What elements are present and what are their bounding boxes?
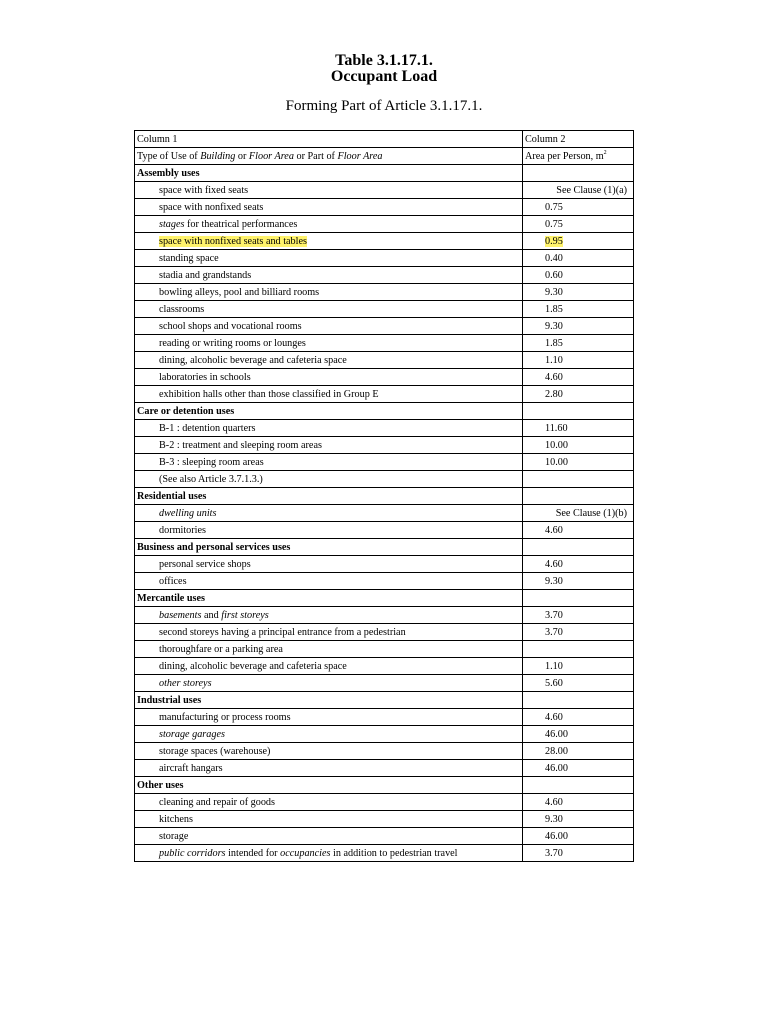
occupant-load-table	[134, 130, 634, 862]
table-row	[135, 607, 634, 624]
area-per-person-value: 10.00	[545, 456, 568, 468]
use-type-cell	[135, 386, 523, 403]
area-per-person-cell	[523, 420, 634, 437]
italic-defined-term: basements	[159, 609, 202, 621]
table-row	[135, 726, 634, 743]
category-row	[135, 165, 634, 182]
italic-defined-term: public corridors	[159, 847, 226, 859]
use-type-text	[159, 525, 206, 536]
table-row	[135, 284, 634, 301]
label-text: Residential uses	[137, 490, 207, 502]
table-title: Occupant Load	[330, 68, 438, 85]
use-type-cell	[135, 675, 523, 692]
label-text: B-3 : sleeping room areas	[159, 456, 264, 468]
label-text: school shops and vocational rooms	[159, 320, 302, 332]
label-text: dormitories	[159, 524, 206, 536]
area-per-person-cell	[523, 437, 634, 454]
label-text: Type of Use of	[137, 150, 201, 162]
area-per-person-value: 9.30	[545, 813, 563, 825]
table-number: Table 3.1.17.1.	[335, 52, 433, 69]
use-type-cell	[135, 845, 523, 862]
area-per-person-value: 9.30	[545, 575, 563, 587]
header-row-column-numbers	[135, 131, 634, 148]
category-row	[135, 488, 634, 505]
area-per-person-value: 28.00	[545, 745, 568, 757]
area-per-person-cell	[523, 777, 634, 794]
table-row	[135, 760, 634, 777]
table-row	[135, 658, 634, 675]
use-type-cell	[135, 641, 523, 658]
category-row	[135, 403, 634, 420]
area-per-person-cell	[523, 165, 634, 182]
area-per-person-cell	[523, 828, 634, 845]
italic-defined-term: other storeys	[159, 677, 212, 689]
area-per-person-value: 11.60	[545, 422, 568, 434]
area-per-person-cell	[523, 539, 634, 556]
label-text: space with nonfixed seats	[159, 201, 264, 213]
area-per-person-cell	[523, 352, 634, 369]
area-per-person-cell	[523, 556, 634, 573]
category-label	[135, 692, 523, 709]
label-text: aircraft hangars	[159, 762, 223, 774]
table-row	[135, 811, 634, 828]
table-row	[135, 301, 634, 318]
area-per-person-cell	[523, 811, 634, 828]
table-row	[135, 216, 634, 233]
use-type-cell	[135, 760, 523, 777]
use-type-cell	[135, 607, 523, 624]
label-text: Assembly uses	[137, 167, 200, 179]
area-per-person-cell	[523, 845, 634, 862]
area-per-person-cell	[523, 760, 634, 777]
use-type-cell	[135, 658, 523, 675]
area-per-person-value: 1.10	[545, 354, 563, 366]
area-per-person-value: 0.95	[545, 235, 563, 247]
use-type-cell	[135, 182, 523, 199]
use-type-cell	[135, 573, 523, 590]
use-type-text	[159, 576, 187, 587]
use-type-text	[159, 746, 270, 757]
area-per-person-cell	[523, 641, 634, 658]
use-type-cell	[135, 454, 523, 471]
area-per-person-value: 46.00	[545, 762, 568, 774]
use-type-text	[159, 321, 302, 332]
area-per-person-cell	[523, 709, 634, 726]
label-text: second storeys having a principal entrance from a pedestrian	[159, 626, 406, 638]
area-per-person-cell	[523, 403, 634, 420]
area-per-person-cell	[523, 233, 634, 250]
label-text: dining, alcoholic beverage and cafeteria space	[159, 354, 347, 366]
use-type-text	[159, 661, 347, 672]
use-type-text	[159, 389, 379, 400]
area-per-person-cell	[523, 573, 634, 590]
label-text: space with nonfixed seats and tables	[159, 235, 307, 247]
label-text: laboratories in schools	[159, 371, 251, 383]
label-text: space with fixed seats	[159, 184, 249, 196]
area-per-person-cell	[523, 301, 634, 318]
area-per-person-cell	[523, 471, 634, 488]
table-row	[135, 794, 634, 811]
use-type-text	[159, 236, 307, 247]
label-text: storage	[159, 830, 189, 842]
label-text: Business and personal services uses	[137, 541, 291, 553]
italic-defined-term: first storeys	[221, 609, 269, 621]
label-text: for theatrical performances	[184, 218, 298, 230]
table-row	[135, 641, 634, 658]
label-text: B-2 : treatment and sleeping room areas	[159, 439, 322, 451]
table-row	[135, 828, 634, 845]
area-per-person-value: 0.75	[545, 218, 563, 230]
table-row	[135, 573, 634, 590]
italic-defined-term: Floor Area	[248, 150, 294, 162]
use-type-text	[159, 338, 306, 349]
table-row	[135, 454, 634, 471]
label-text: B-1 : detention quarters	[159, 422, 256, 434]
use-type-text	[159, 610, 269, 621]
label-text: or Part of	[293, 150, 338, 162]
area-per-person-value: 3.70	[545, 626, 563, 638]
use-type-cell	[135, 335, 523, 352]
area-per-person-cell	[523, 369, 634, 386]
column-2-label: Column 2	[523, 131, 634, 148]
table-row	[135, 743, 634, 760]
label-text: cleaning and repair of goods	[159, 796, 275, 808]
label-text: personal service shops	[159, 558, 251, 570]
table-row	[135, 437, 634, 454]
use-type-cell	[135, 233, 523, 250]
use-type-text	[159, 848, 458, 859]
use-type-cell	[135, 284, 523, 301]
label-text: offices	[159, 575, 187, 587]
area-per-person-value: 3.70	[545, 847, 563, 859]
table-row	[135, 250, 634, 267]
label-text: exhibition halls other than those classified in Group E	[159, 388, 379, 400]
label-text: Care or detention uses	[137, 405, 235, 417]
use-type-text	[159, 508, 216, 519]
table-row	[135, 352, 634, 369]
area-per-person-cell	[523, 199, 634, 216]
table-body	[135, 131, 634, 862]
label-text: classrooms	[159, 303, 205, 315]
area-per-person-cell	[523, 624, 634, 641]
use-type-text	[159, 185, 248, 196]
use-type-text	[159, 219, 297, 230]
area-per-person-value: 9.30	[545, 286, 563, 298]
use-type-cell	[135, 301, 523, 318]
header-row-descriptions	[135, 148, 634, 165]
use-type-text	[159, 304, 204, 315]
use-type-text	[159, 644, 283, 655]
category-label	[135, 777, 523, 794]
area-per-person-cell	[523, 607, 634, 624]
label-text: kitchens	[159, 813, 193, 825]
label-text: manufacturing or process rooms	[159, 711, 291, 723]
label-text: dining, alcoholic beverage and cafeteria space	[159, 660, 347, 672]
italic-defined-term: occupancies	[280, 847, 331, 859]
area-per-person-cell	[523, 505, 634, 522]
area-per-person-value: 9.30	[545, 320, 563, 332]
area-per-person-cell	[523, 454, 634, 471]
table-row	[135, 386, 634, 403]
use-type-text	[159, 814, 193, 825]
table-row	[135, 505, 634, 522]
label-text: thoroughfare or a parking area	[159, 643, 283, 655]
use-type-cell	[135, 437, 523, 454]
area-per-person-cell	[523, 318, 634, 335]
use-type-cell	[135, 250, 523, 267]
italic-defined-term: dwelling units	[159, 507, 217, 519]
category-row	[135, 590, 634, 607]
area-per-person-value: 5.60	[545, 677, 563, 689]
area-per-person-value: 2.80	[545, 388, 563, 400]
area-per-person-value: 0.40	[545, 252, 563, 264]
table-row	[135, 369, 634, 386]
use-type-text	[159, 763, 223, 774]
use-type-cell	[135, 369, 523, 386]
table-row	[135, 556, 634, 573]
area-per-person-cell	[523, 726, 634, 743]
table-row	[135, 675, 634, 692]
table-row	[135, 522, 634, 539]
area-per-person-cell	[523, 675, 634, 692]
area-per-person-cell	[523, 284, 634, 301]
area-per-person-value: 4.60	[545, 524, 563, 536]
use-type-cell	[135, 352, 523, 369]
use-type-text	[137, 695, 201, 706]
table-row	[135, 233, 634, 250]
area-per-person-value: 10.00	[545, 439, 568, 451]
label-text: storage spaces (warehouse)	[159, 745, 271, 757]
use-type-text	[159, 712, 291, 723]
label-text: stadia and grandstands	[159, 269, 252, 281]
use-type-text	[159, 372, 251, 383]
use-type-cell	[135, 318, 523, 335]
area-per-person-value: 46.00	[545, 728, 568, 740]
label-text: or	[235, 150, 249, 162]
area-per-person-value: 0.60	[545, 269, 563, 281]
use-type-text	[159, 270, 251, 281]
table-row	[135, 182, 634, 199]
table-row	[135, 199, 634, 216]
table-row	[135, 335, 634, 352]
column-2-description-text: Area per Person, m	[525, 150, 604, 162]
use-type-text	[159, 559, 251, 570]
area-per-person-value: 46.00	[545, 830, 568, 842]
use-type-cell	[135, 199, 523, 216]
label-text: in addition to pedestrian travel	[330, 847, 458, 859]
use-type-text	[159, 831, 188, 842]
column-1-description	[135, 148, 523, 165]
squared-superscript: 2	[603, 149, 607, 156]
area-per-person-cell	[523, 216, 634, 233]
use-type-text	[137, 491, 206, 502]
use-type-text	[159, 729, 225, 740]
area-per-person-cell	[523, 743, 634, 760]
label-text: Mercantile uses	[137, 592, 205, 604]
area-per-person-value: See Clause (1)(b)	[555, 507, 627, 519]
use-type-text	[159, 423, 255, 434]
use-type-text	[159, 627, 406, 638]
area-per-person-value: 4.60	[545, 711, 563, 723]
table-row	[135, 624, 634, 641]
category-label	[135, 590, 523, 607]
use-type-cell	[135, 709, 523, 726]
use-type-text	[159, 253, 219, 264]
category-row	[135, 539, 634, 556]
use-type-cell	[135, 811, 523, 828]
area-per-person-cell	[523, 335, 634, 352]
use-type-text	[137, 168, 200, 179]
use-type-cell	[135, 743, 523, 760]
table-row	[135, 318, 634, 335]
use-type-text	[159, 202, 263, 213]
area-per-person-value: 4.60	[545, 371, 563, 383]
category-label	[135, 165, 523, 182]
use-type-cell	[135, 216, 523, 233]
use-type-text	[159, 457, 264, 468]
label-text: intended for	[225, 847, 281, 859]
use-type-cell	[135, 420, 523, 437]
category-row	[135, 777, 634, 794]
category-label	[135, 403, 523, 420]
area-per-person-value: 1.85	[545, 337, 563, 349]
column-1-label: Column 1	[135, 131, 523, 148]
use-type-text	[159, 474, 263, 485]
table-row	[135, 420, 634, 437]
use-type-cell	[135, 556, 523, 573]
italic-defined-term: stages	[159, 218, 185, 230]
area-per-person-value: See Clause (1)(a)	[556, 184, 627, 196]
category-label	[135, 539, 523, 556]
area-per-person-value: 4.60	[545, 796, 563, 808]
italic-defined-term: Floor Area	[337, 150, 383, 162]
use-type-cell	[135, 624, 523, 641]
area-per-person-value: 4.60	[545, 558, 563, 570]
category-label	[135, 488, 523, 505]
label-text: reading or writing rooms or lounges	[159, 337, 306, 349]
use-type-text	[159, 797, 275, 808]
category-row	[135, 692, 634, 709]
area-per-person-cell	[523, 658, 634, 675]
label-text: and	[201, 609, 222, 621]
label-text: Industrial uses	[137, 694, 202, 706]
use-type-text	[137, 593, 205, 604]
area-per-person-cell	[523, 250, 634, 267]
column-2-description	[523, 148, 634, 165]
area-per-person-cell	[523, 182, 634, 199]
table-row	[135, 471, 634, 488]
table-row	[135, 845, 634, 862]
italic-defined-term: Building	[200, 150, 236, 162]
area-per-person-cell	[523, 522, 634, 539]
label-text: standing space	[159, 252, 219, 264]
use-type-cell	[135, 471, 523, 488]
use-type-text	[137, 406, 234, 417]
area-per-person-value: 0.75	[545, 201, 563, 213]
area-per-person-cell	[523, 386, 634, 403]
area-per-person-cell	[523, 488, 634, 505]
use-type-text	[159, 355, 347, 366]
area-per-person-value: 1.10	[545, 660, 563, 672]
use-type-cell	[135, 267, 523, 284]
use-type-cell	[135, 828, 523, 845]
use-type-cell	[135, 522, 523, 539]
area-per-person-cell	[523, 590, 634, 607]
use-type-text	[159, 678, 212, 689]
area-per-person-cell	[523, 267, 634, 284]
label-text: bowling alleys, pool and billiard rooms	[159, 286, 320, 298]
use-type-cell	[135, 726, 523, 743]
area-per-person-cell	[523, 794, 634, 811]
label-text: Other uses	[137, 779, 184, 791]
label-text: (See also Article 3.7.1.3.)	[159, 473, 263, 485]
use-type-text	[159, 287, 319, 298]
use-type-text	[159, 440, 322, 451]
use-type-text	[137, 780, 184, 791]
table-subtitle: Forming Part of Article 3.1.17.1.	[285, 98, 483, 114]
table-row	[135, 709, 634, 726]
area-per-person-value: 1.85	[545, 303, 563, 315]
table-row	[135, 267, 634, 284]
use-type-cell	[135, 794, 523, 811]
area-per-person-value: 3.70	[545, 609, 563, 621]
italic-defined-term: storage garages	[159, 728, 225, 740]
use-type-text	[137, 542, 290, 553]
area-per-person-cell	[523, 692, 634, 709]
use-type-cell	[135, 505, 523, 522]
